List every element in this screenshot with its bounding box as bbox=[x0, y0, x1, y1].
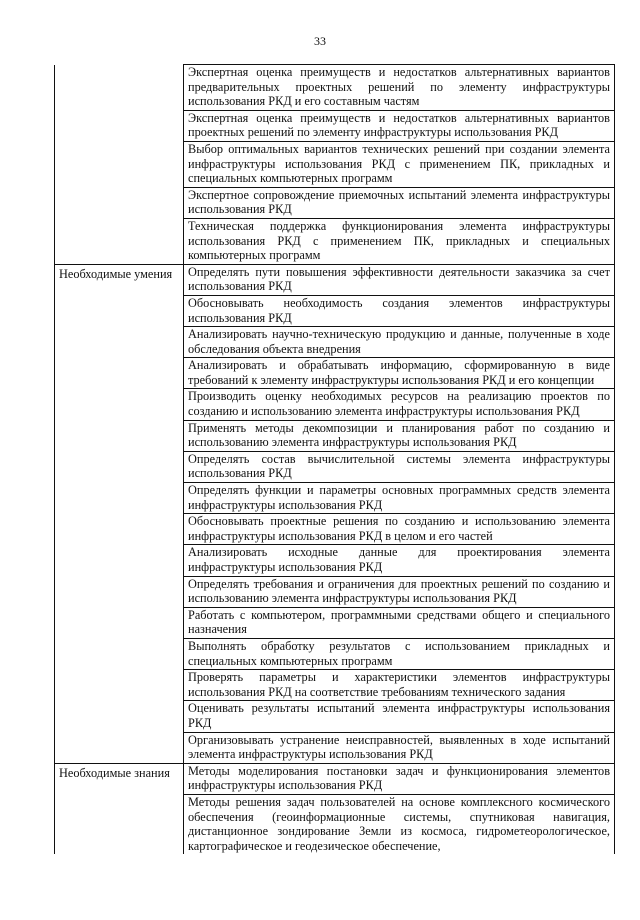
requirements-table bbox=[54, 64, 615, 854]
requirement-item: Определять пути повышения эффективности деятельности заказчика за счет использования РКД bbox=[184, 264, 615, 295]
requirement-item: Организовывать устранение неисправностей, выявленных в ходе испытаний элемента инфраструктуры использования РКД bbox=[184, 732, 615, 763]
requirement-item: Обосновывать необходимость создания элементов инфраструктуры использования РКД bbox=[184, 295, 615, 326]
requirement-item: Применять методы декомпозиции и планирования работ по созданию и использованию элемента инфраструктуры использования РКД bbox=[184, 420, 615, 451]
section-label: Необходимые умения bbox=[55, 264, 184, 763]
requirement-item: Проверять параметры и характеристики элементов инфраструктуры использования РКД на соответствие требованиям технического задания bbox=[184, 670, 615, 701]
requirement-item: Экспертная оценка преимуществ и недостатков альтернативных вариантов предварительных проектных решений по элементу инфраструктуры использования РКД и его составным частям bbox=[184, 65, 615, 111]
requirement-item: Определять функции и параметры основных программных средств элемента инфраструктуры использования РКД bbox=[184, 483, 615, 514]
table-body bbox=[55, 65, 615, 855]
requirement-item: Анализировать научно-техническую продукцию и данные, полученные в ходе обследования объекта внедрения bbox=[184, 327, 615, 358]
section-label: Необходимые знания bbox=[55, 763, 184, 854]
requirement-item: Экспертное сопровождение приемочных испытаний элемента инфраструктуры использования РКД bbox=[184, 187, 615, 218]
requirement-item: Техническая поддержка функционирования элемента инфраструктуры использования РКД с применением ПК, прикладных и специальных компьютерных программ bbox=[184, 218, 615, 264]
table-row bbox=[55, 65, 615, 111]
requirement-item: Выполнять обработку результатов с использованием прикладных и специальных компьютерных программ bbox=[184, 638, 615, 669]
table-row bbox=[55, 763, 615, 794]
requirement-item: Анализировать исходные данные для проектирования элемента инфраструктуры использования РКД bbox=[184, 545, 615, 576]
requirement-item: Производить оценку необходимых ресурсов на реализацию проектов по созданию и использованию элемента инфраструктуры использования РКД bbox=[184, 389, 615, 420]
requirement-item: Анализировать и обрабатывать информацию, сформированную в виде требований к элементу инфраструктуры использования РКД и его концепции bbox=[184, 358, 615, 389]
requirement-item: Обосновывать проектные решения по созданию и использованию элемента инфраструктуры использования РКД в целом и его частей bbox=[184, 514, 615, 545]
requirement-item: Методы моделирования постановки задач и функционирования элементов инфраструктуры использования РКД bbox=[184, 763, 615, 794]
requirement-item: Методы решения задач пользователей на основе комплексного космического обеспечения (геоинформационные системы, спутниковая навигация, дистанционное зондирование Земли из космоса, гидрометеорологическое, картографическое и геодезическое обеспечение, bbox=[184, 794, 615, 854]
requirement-item: Работать с компьютером, программными средствами общего и специального назначения bbox=[184, 607, 615, 638]
page-number: 33 bbox=[314, 34, 326, 48]
requirement-item: Экспертная оценка преимуществ и недостатков альтернативных вариантов проектных решений по элементу инфраструктуры использования РКД bbox=[184, 110, 615, 141]
requirement-item: Оценивать результаты испытаний элемента инфраструктуры использования РКД bbox=[184, 701, 615, 732]
requirement-item: Выбор оптимальных вариантов технических решений при создании элемента инфраструктуры использования РКД с применением ПК, прикладных и специальных компьютерных программ bbox=[184, 141, 615, 187]
requirement-item: Определять состав вычислительной системы элемента инфраструктуры использования РКД bbox=[184, 451, 615, 482]
section-label bbox=[55, 65, 184, 265]
requirement-item: Определять требования и ограничения для проектных решений по созданию и использованию элемента инфраструктуры использования РКД bbox=[184, 576, 615, 607]
table-row bbox=[55, 264, 615, 295]
